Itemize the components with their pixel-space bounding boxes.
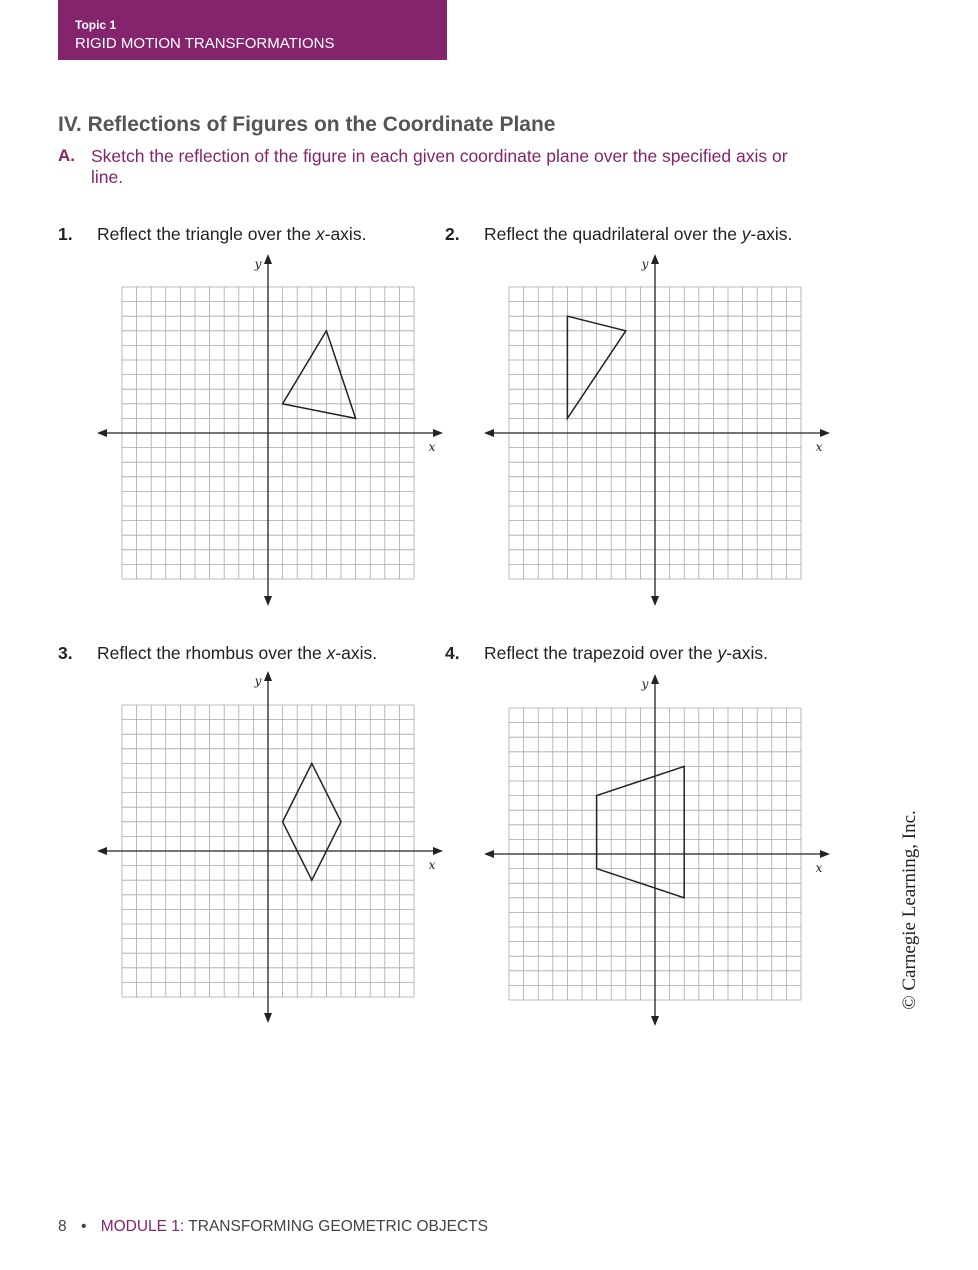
y-axis-up-arrow	[264, 671, 272, 681]
x-axis-label: x	[815, 861, 823, 875]
coordinate-plane-1[interactable]	[95, 252, 447, 610]
x-axis-left-arrow	[97, 429, 107, 437]
page-footer	[58, 1218, 488, 1236]
instruction-letter: A.	[58, 146, 75, 165]
x-axis-right-arrow	[433, 429, 443, 437]
x-axis-left-arrow	[484, 850, 494, 858]
coordinate-plane-2[interactable]	[482, 252, 834, 610]
problem-text: Reflect the quadrilateral over the y-axis.	[484, 224, 793, 244]
x-axis-right-arrow	[433, 847, 443, 855]
x-axis-label: x	[815, 440, 823, 454]
x-axis-left-arrow	[97, 847, 107, 855]
problem-number: 3.	[58, 643, 73, 663]
y-axis-label: y	[254, 674, 262, 688]
topic-label: Topic 1	[75, 18, 117, 32]
y-axis-up-arrow	[264, 254, 272, 264]
y-axis-up-arrow	[651, 254, 659, 264]
y-axis-label: y	[641, 257, 649, 271]
y-axis-label: y	[641, 677, 649, 691]
x-axis-right-arrow	[820, 429, 830, 437]
problem-text: Reflect the rhombus over the x-axis.	[97, 643, 378, 663]
module-title: TRANSFORMING GEOMETRIC OBJECTS	[188, 1218, 488, 1235]
y-axis-down-arrow	[264, 1013, 272, 1023]
x-axis-right-arrow	[820, 850, 830, 858]
x-axis-label: x	[428, 858, 436, 872]
page-number: 8	[58, 1218, 67, 1235]
problem-text: Reflect the trapezoid over the y-axis.	[484, 643, 769, 663]
topic-title: RIGID MOTION TRANSFORMATIONS	[75, 35, 335, 52]
problem-number: 4.	[445, 643, 460, 663]
problem-number: 1.	[58, 224, 73, 244]
module-label: MODULE 1:	[100, 1218, 185, 1235]
problem-number: 2.	[445, 224, 460, 244]
x-axis-left-arrow	[484, 429, 494, 437]
y-axis-label: y	[254, 257, 262, 271]
section-title: IV. Reflections of Figures on the Coordinate Plane	[58, 113, 556, 136]
coordinate-plane-3[interactable]	[95, 669, 447, 1027]
problem-text: Reflect the triangle over the x-axis.	[97, 224, 367, 244]
instruction-text: Sketch the reflection of the figure in each given coordinate plane over the specified axis or line.	[91, 146, 788, 187]
y-axis-down-arrow	[651, 596, 659, 606]
footer-separator: •	[80, 1218, 87, 1235]
topic-banner	[58, 0, 447, 60]
coordinate-plane-4[interactable]	[482, 672, 834, 1030]
x-axis-label: x	[428, 440, 436, 454]
y-axis-down-arrow	[651, 1016, 659, 1026]
y-axis-down-arrow	[264, 596, 272, 606]
y-axis-up-arrow	[651, 674, 659, 684]
